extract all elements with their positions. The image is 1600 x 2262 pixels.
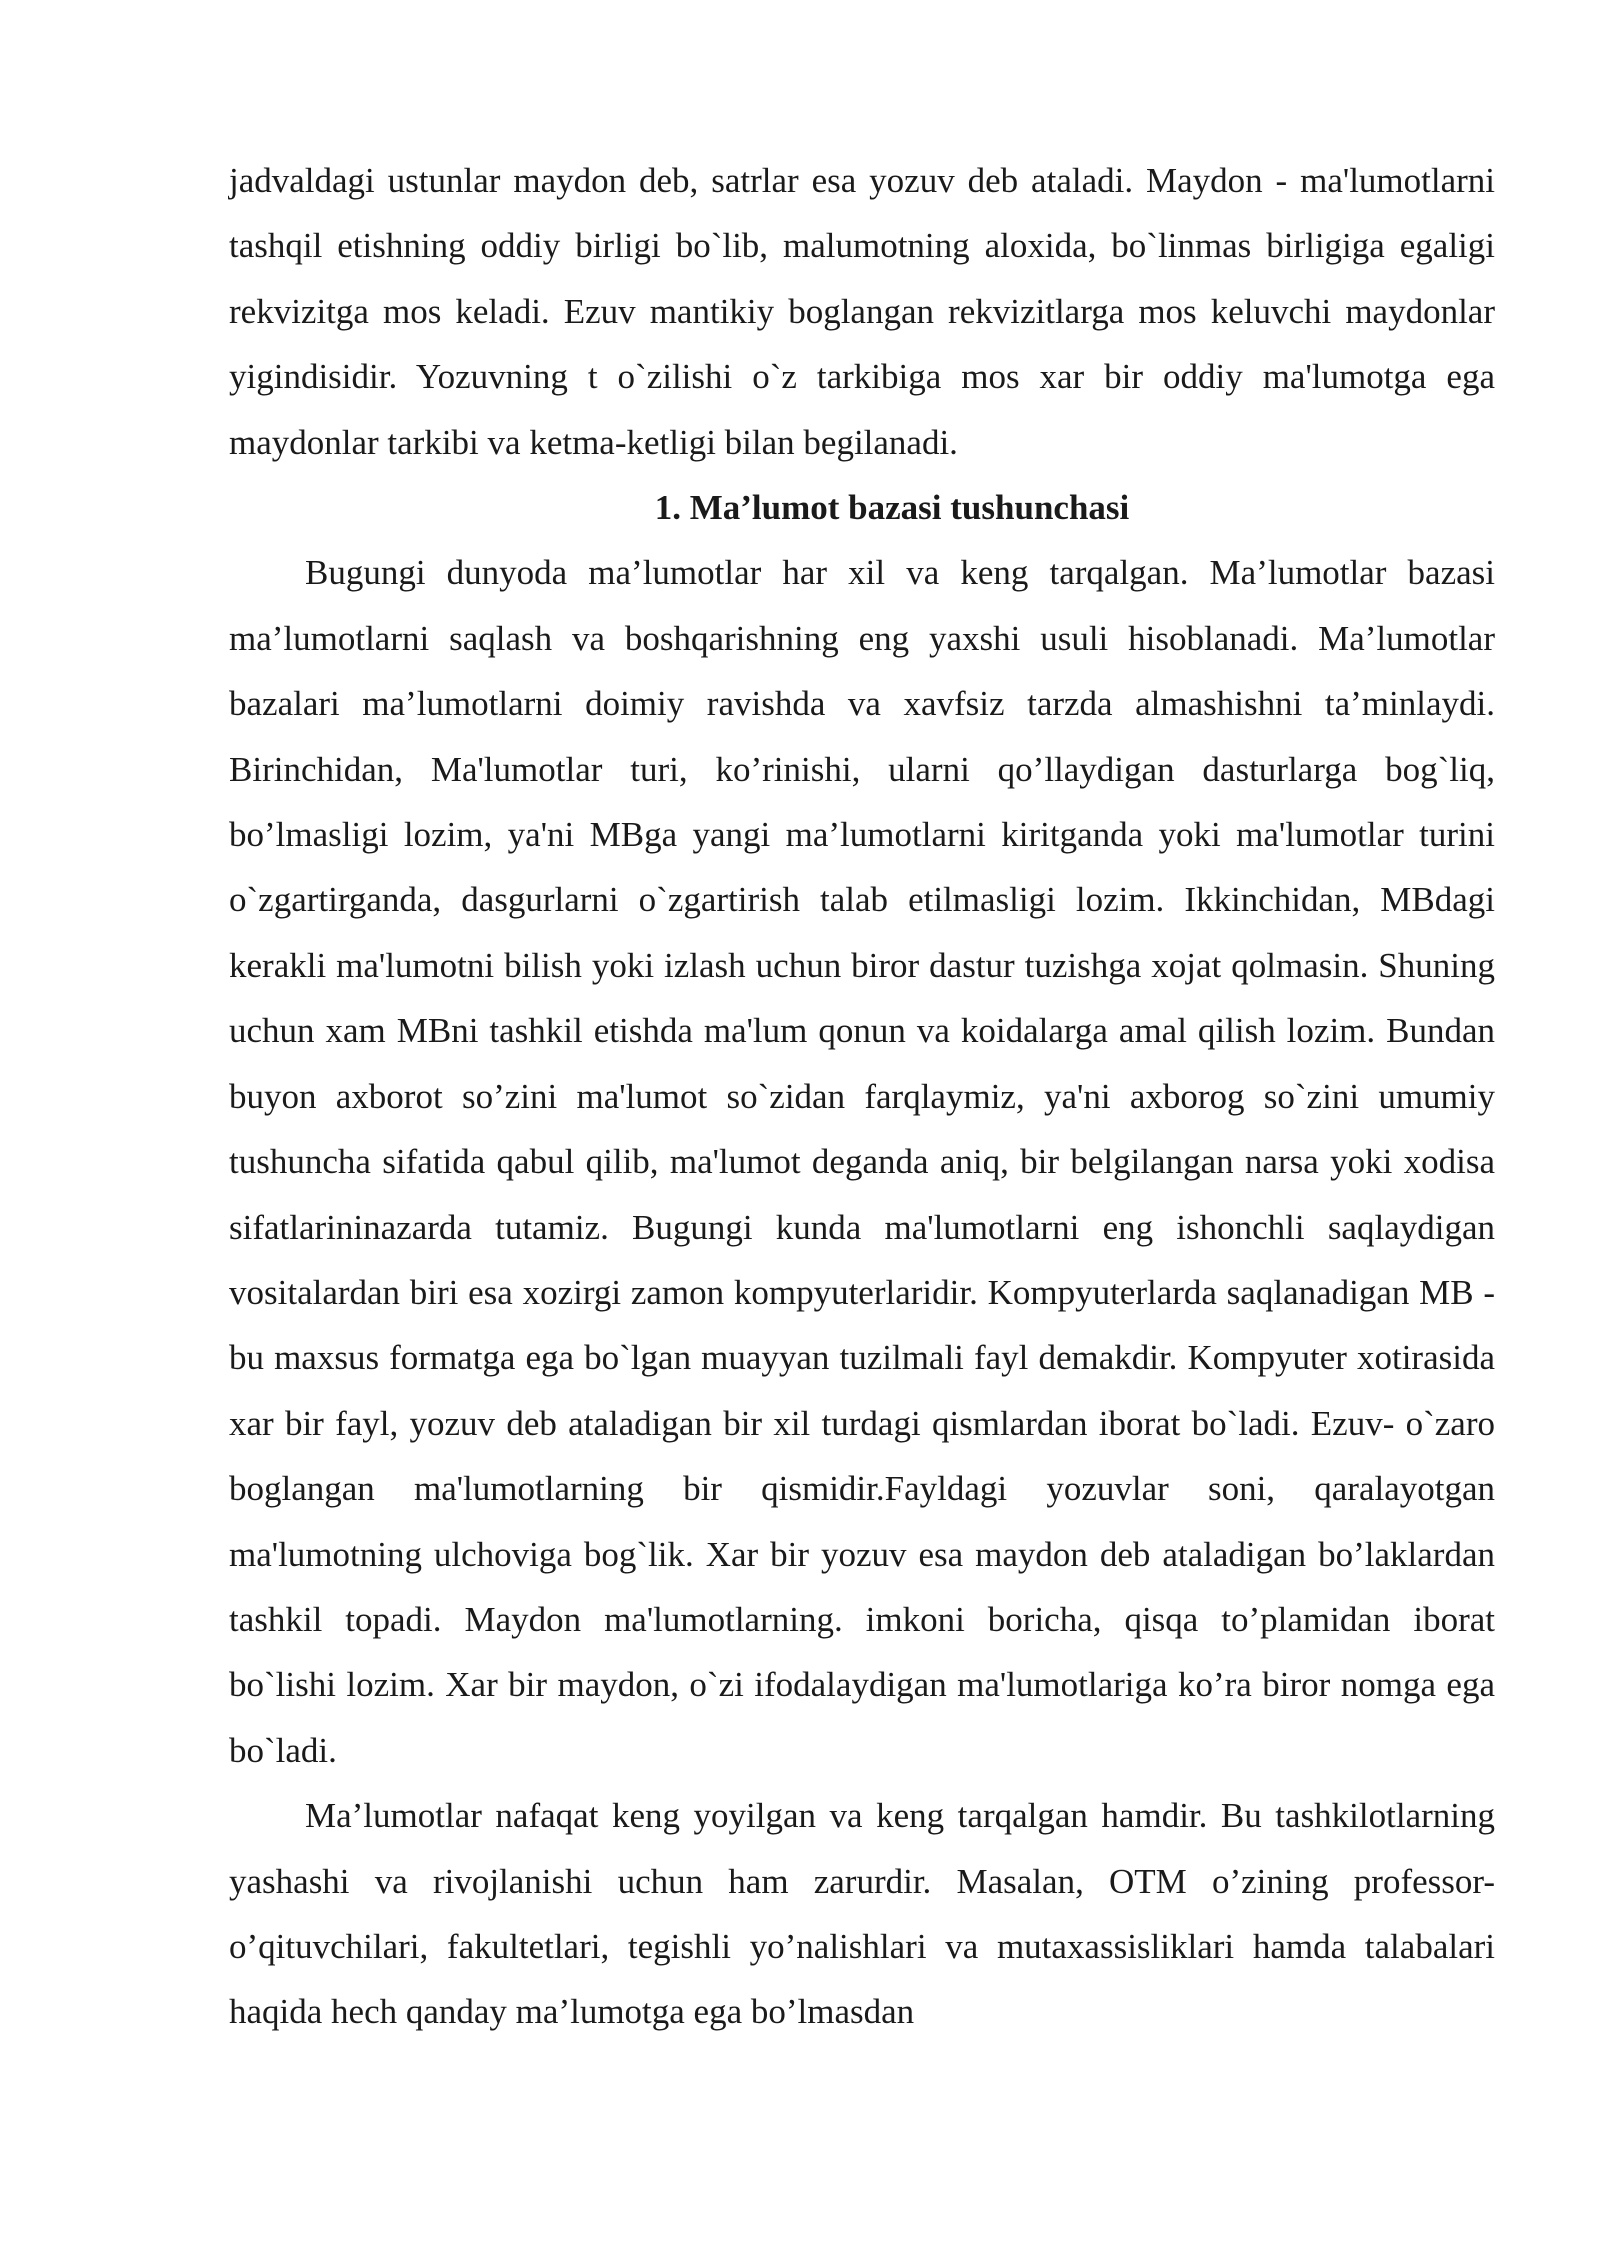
intro-paragraph: jadvaldagi ustunlar maydon deb, satrlar esa yozuv deb ataladi. Maydon - ma'lumotlarni tashqil etishning oddiy birligi bo`lib, malumotning aloxida, bo`linmas birligiga egaligi rekvizitga mos keladi. Ezuv mantikiy boglangan rekvizitlarga mos keluvchi maydonlar yigindisidir. Yozuvning t o`zilishi o`z tarkibiga mos xar bir oddiy ma'lumotga ega maydonlar tarkibi va ketma-ketligi bilan begilanadi. [229,161,1495,462]
body-paragraph: Bugungi dunyoda ma’lumotlar har xil va keng tarqalgan. Ma’lumotlar bazasi ma’lumotlarni saqlash va boshqarishning eng yaxshi usuli hisoblanadi. Ma’lumotlar bazalari ma’lumotlarni doimiy ravishda va xavfsiz tarzda almashishni ta’minlaydi. Birinchidan, Ma'lumotlar turi, ko’rinishi, ularni qo’llaydigan dasturlarga bog`liq, bo’lmasligi lozim, ya'ni MBga yangi ma’lumotlarni kiritganda yoki ma'lumotlar turini o`zgartirganda, dasgurlarni o`zgartirish talab etilmasligi lozim. Ikkinchidan, MBdagi kerakli ma'lumotni bilish yoki izlash uchun biror dastur tuzishga xojat qolmasin. Shuning uchun xam MBni tashkil etishda ma'lum qonun va koidalarga amal qilish lozim. Bundan buyon axborot so’zini ma'lumot so`zidan farqlaymiz, ya'ni axborog so`zini umumiy tushuncha sifatida qabul qilib, ma'lumot deganda aniq, bir belgilangan narsa yoki xodisa sifatlarininazarda tutamiz. Bugungi kunda ma'lumotlarni eng ishonchli saqlaydigan vositalardan biri esa xozirgi zamon kompyuterlaridir. Kompyuterlarda saqlanadigan MB - bu maxsus formatga ega bo`lgan muayyan tuzilmali fayl demakdir. Kompyuter xotirasida xar bir fayl, yozuv deb ataladigan bir xil turdagi qismlardan iborat bo`ladi. Ezuv- o`zaro boglangan ma'lumotlarning bir qismidir.Fayldagi yozuvlar soni, qaralayotgan ma'lumotning ulchoviga bog`lik. Xar bir yozuv esa maydon deb ataladigan bo’laklardan tashkil topadi. Maydon ma'lumotlarning. imkoni boricha, qisqa to’plamidan iborat bo`lishi lozim. Xar bir maydon, o`zi ifodalaydigan ma'lumotlariga ko’ra biror nomga ega bo`ladi. [229,553,1495,1770]
body-paragraph: Ma’lumotlar nafaqat keng yoyilgan va keng tarqalgan hamdir. Bu tashkilotlarning yashashi va rivojlanishi uchun ham zarurdir. Masalan, OTM o’zining professor-o’qituvchilari, fakultetlari, tegishli yo’nalishlari va mutaxassisliklari hamda talabalari haqida hech qanday ma’lumotga ega bo’lmasdan [229,1796,1495,2032]
document-page [229,148,1495,2045]
section-heading: 1. Ma’lumot bazasi tushunchasi [654,488,1130,528]
